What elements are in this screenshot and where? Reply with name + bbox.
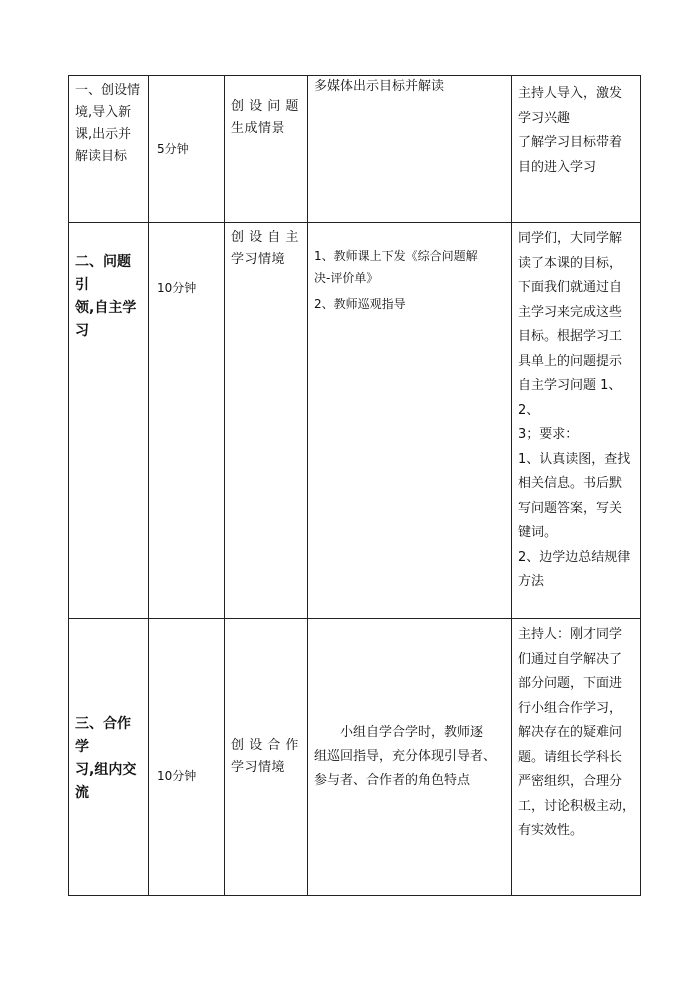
situation-cell: 创 设 合 作 学习情境 [225,619,308,896]
lesson-plan-table [68,75,641,896]
stage-cell: 二、问题引 领,自主学 习 [69,223,149,619]
table-row [69,619,641,896]
situation-cell: 创 设 自 主 学习情境 [225,223,308,619]
teacher-activity-cell: 小组自学合学时，教师逐 组巡回指导，充分体现引导者、 参与者、合作者的角色特点 [308,619,512,896]
teacher-activity-cell: 1、教师课上下发《综合问题解 决-评价单》 2、教师巡观指导 [308,223,512,619]
student-activity-cell: 同学们，大同学解 读了本课的目标， 下面我们就通过自 主学习来完成这些 目标。根据学习工 具单上的问题提示 自主学习问题 1、2、 3；要求： 1、认真读图，查找 相关信息。书后默 写问题答案，写关 键词。 2、边学边总结规律 方法 [512,223,641,619]
student-activity-cell: 主持人：刚才同学 们通过自学解决了 部分问题，下面进 行小组合作学习， 解决存在的疑难问 题。请组长学科长 严密组织，合理分 工，讨论积极主动， 有实效性。 [512,619,641,896]
situation-cell: 创 设 问 题 生成情景 [225,76,308,223]
stage-cell: 三、合作学 习,组内交 流 [69,619,149,896]
table-row [69,223,641,619]
student-activity-cell: 主持人导入，激发 学习兴趣 了解学习目标带着 目的进入学习 [512,76,641,223]
teacher-activity-cell: 多媒体出示目标并解读 [308,76,512,223]
table-row [69,76,641,223]
time-cell: 10分钟 [149,223,225,619]
time-cell: 10分钟 [149,619,225,896]
time-cell: 5分钟 [149,76,225,223]
stage-cell: 一、创设情 境,导入新 课,出示并 解读目标 [69,76,149,223]
